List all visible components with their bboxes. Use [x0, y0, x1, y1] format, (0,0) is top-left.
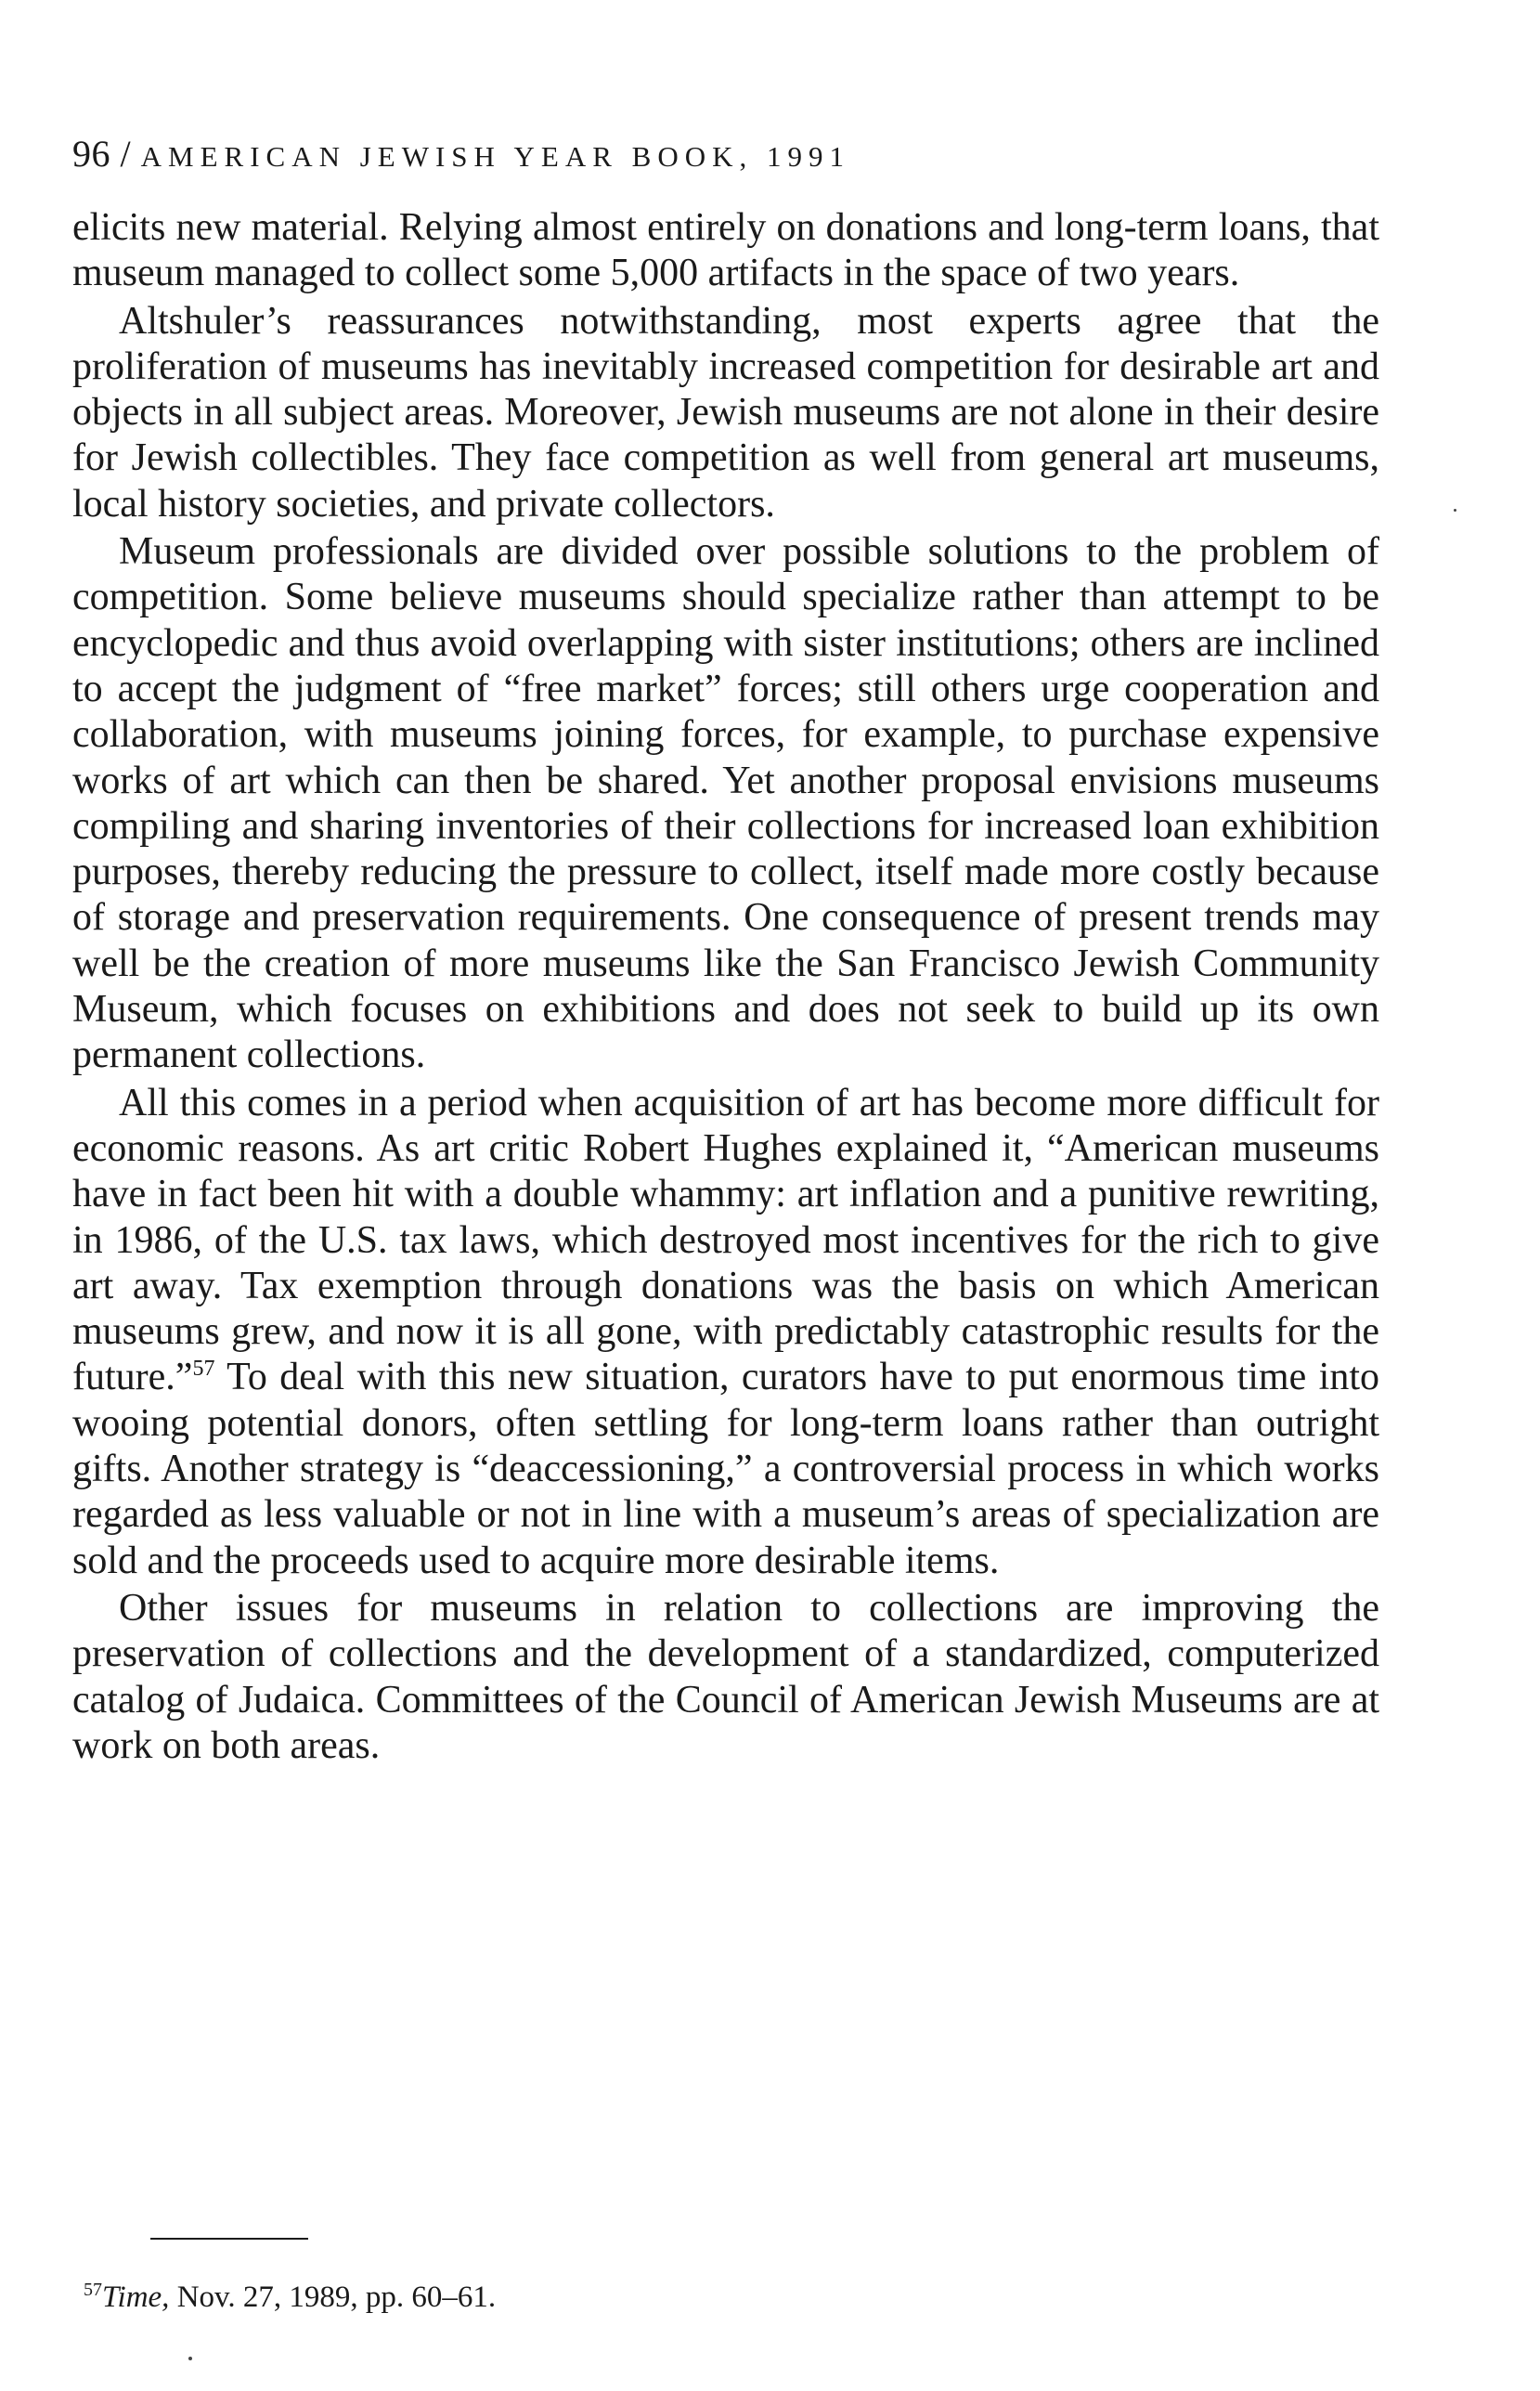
paragraph-altshuler: Altshuler’s reassurances notwithstanding, most experts agree that the proliferation of museums has inevitably increased competition for desirable art and objects in all subject areas. Moreover, Jewish museums are not alone in their desire for Jewish collectibles. They face competition as well from general art museums, local history societies, and private collectors. [72, 299, 1379, 526]
running-head [72, 132, 1379, 179]
scan-speck [188, 2357, 192, 2360]
running-head-separator: / [120, 133, 132, 175]
page-number: 96 [72, 133, 110, 175]
quote-text: All this comes in a period when acquisition of art has become more difficult for economic reasons. As art critic Robert Hughes explained it, “American museums have in fact been hit with a double whammy: art inflation and a punitive rewriting, in 1986, of the U.S. tax laws, which destroyed most incentives for the rich to give art away. Tax exemption through donations was the basis on which American museums grew, and now it is all gone, with predictably catastrophic results for the future.” [72, 1081, 1379, 1399]
body-text [72, 205, 1379, 1769]
paragraph-competition-solutions: Museum professionals are divided over possible solutions to the problem of competition. Some believe museums should specialize rather than attempt to be encyclopedic and thus avoid overlapping with sister institutions; others are inclined to accept the judgment of “free market” forces; still others urge cooperation and collaboration, with museums joining forces, for example, to purchase expensive works of art which can then be shared. Yet another proposal envisions museums compiling and sharing inventories of their collections for increased loan exhibition purposes, thereby reducing the pressure to collect, itself made more costly because of storage and preservation requirements. One consequence of present trends may well be the creation of more museums like the San Francisco Jewish Community Museum, which focuses on exhibitions and does not seek to build up its own permanent collections. [72, 530, 1379, 1077]
paragraph-continued: elicits new material. Relying almost entirely on donations and long-term loans, that museum managed to collect some 5,000 artifacts in the space of two years. [72, 206, 1379, 295]
paragraph-other-issues: Other issues for museums in relation to collections are improving the preservation of collections and the development of a standardized, computerized catalog of Judaica. Committees of the Council of American Jewish Museums are at work on both areas. [72, 1586, 1379, 1767]
footnote-marker: 57 [84, 2280, 102, 2300]
footnote-reference[interactable]: 57 [192, 1357, 215, 1382]
footnote [84, 2279, 496, 2316]
footnote-divider [150, 2238, 308, 2240]
footnote-source: Time, [102, 2281, 170, 2314]
paragraph-acquisition [72, 1081, 1379, 1584]
paragraph-continuation: To deal with this new situation, curators have to put enormous time into wooing potential donors, often settling for long-term loans rather than outright gifts. Another strategy is “deaccessioning,” a controversial process in which works regarded as less valuable or not in line with a museum’s areas of specialization are sold and the proceeds used to acquire more desirable items. [72, 1356, 1379, 1582]
running-head-title: AMERICAN JEWISH YEAR BOOK, 1991 [140, 140, 850, 173]
page [72, 132, 1379, 1769]
footnote-citation: Nov. 27, 1989, pp. 60–61. [169, 2281, 497, 2314]
scan-speck [1454, 509, 1456, 512]
